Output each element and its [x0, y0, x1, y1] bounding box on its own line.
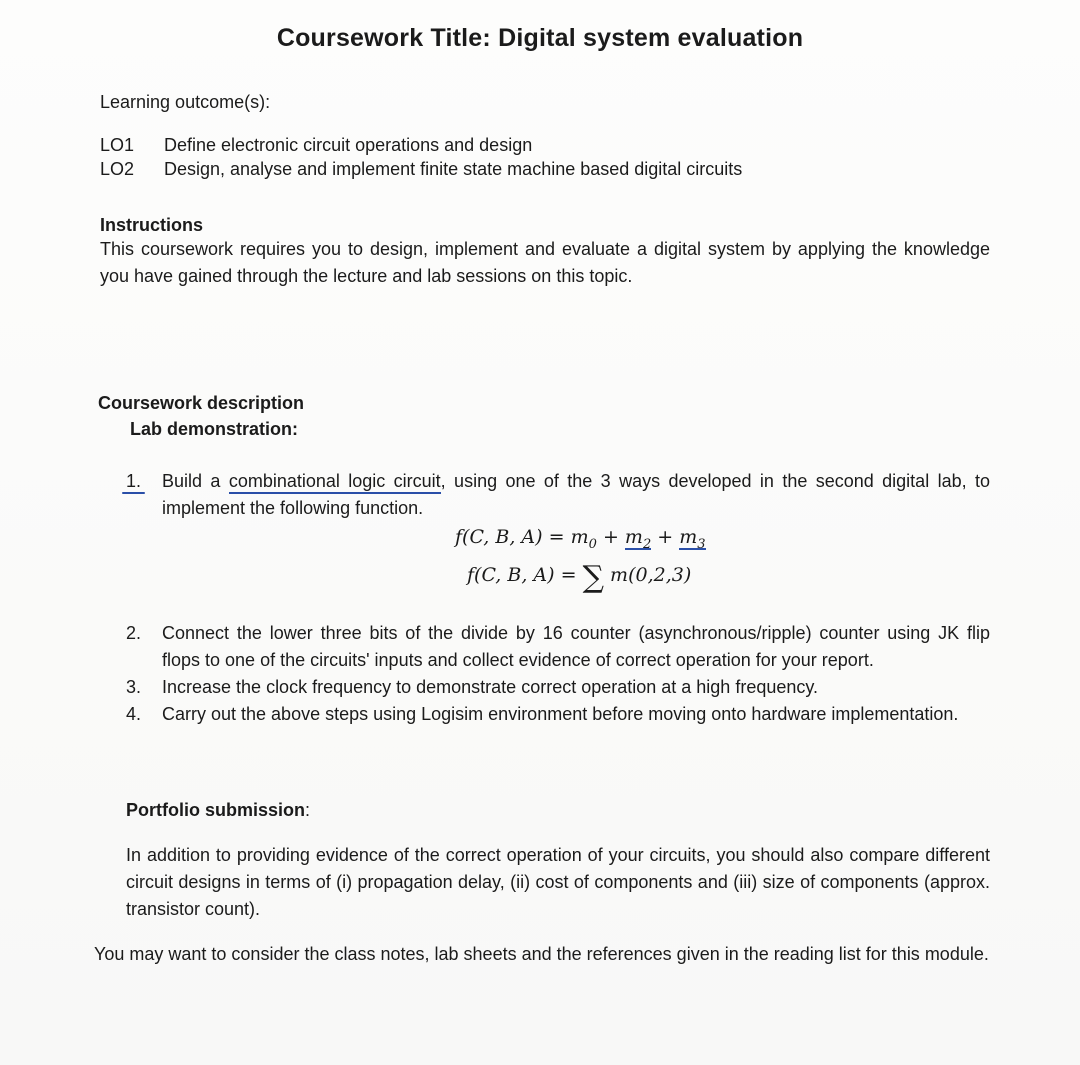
page-title: Coursework Title: Digital system evaluation: [276, 24, 804, 52]
lab-steps-list-part2: [126, 620, 990, 728]
list-number: 3.: [126, 677, 142, 697]
equation-rhs: m(0,2,3): [610, 564, 692, 586]
equation-minterms: [455, 526, 706, 552]
lab-demonstration-subheading: Lab demonstration:: [130, 419, 299, 439]
portfolio-heading-row: [126, 800, 310, 821]
instructions-heading: Instructions: [100, 215, 204, 235]
minterm-0: $m_0$: [570, 526, 597, 552]
minterm-2: $m_2$: [624, 526, 652, 552]
list-item: [126, 674, 990, 701]
list-text: Increase the clock frequency to demonstrate correct operation at a high frequency.: [162, 677, 819, 697]
list-number: 1.: [126, 471, 142, 491]
list-number: 2.: [126, 623, 142, 643]
portfolio-heading: Portfolio submission: [126, 800, 306, 820]
list-number: 4.: [126, 704, 142, 724]
equation-lhs: f(C, B, A) =: [467, 564, 577, 586]
instructions-text: This coursework requires you to design, implement and evaluate a digital system by applying the knowledge you have gained through the lecture and lab sessions on this topic.: [100, 239, 990, 286]
lab-steps-list-part1: [126, 468, 990, 522]
equation-sum: [467, 560, 691, 595]
portfolio-colon: :: [305, 800, 311, 820]
equation-lhs: f(C, B, A) =: [455, 526, 565, 548]
list-text: Carry out the above steps using Logisim environment before moving onto hardware implementation.: [162, 704, 959, 724]
description-heading: Coursework description: [98, 393, 305, 413]
lo-text: Design, analyse and implement finite state machine based digital circuits: [164, 159, 743, 179]
list-text-underlined: combinational logic circuit: [229, 471, 441, 494]
footer-text: You may want to consider the class notes, lab sheets and the references given in the reading list for this module.: [94, 944, 989, 964]
sigma-symbol: ∑: [582, 560, 604, 595]
lo-code: LO2: [100, 159, 135, 179]
list-item: [126, 468, 990, 522]
portfolio-text: In addition to providing evidence of the correct operation of your circuits, you should also compare different circuit designs in terms of (i) propagation delay, (ii) cost of components and (iii) size of components (approx. transistor count).: [126, 845, 990, 919]
plus-sign: +: [657, 526, 674, 548]
list-item: [126, 701, 990, 728]
list-text: Connect the lower three bits of the divide by 16 counter (asynchronous/ripple) counter using JK flip flops to one of the circuits' inputs and collect evidence of correct operation for your report.: [162, 623, 990, 670]
learning-outcomes-label: Learning outcome(s):: [100, 92, 271, 112]
list-text-pre: Build a: [162, 471, 229, 491]
learning-outcome-lo2: [100, 159, 742, 180]
minterm-3: $m_3$: [679, 526, 706, 552]
lo-code: LO1: [100, 135, 135, 155]
list-item: [126, 620, 990, 674]
learning-outcome-lo1: [100, 135, 532, 156]
lo-text: Define electronic circuit operations and design: [164, 135, 533, 155]
plus-sign: +: [602, 526, 619, 548]
list-text-post: , using one of the 3 ways developed in the second digital lab, to implement the following function.: [162, 471, 990, 518]
